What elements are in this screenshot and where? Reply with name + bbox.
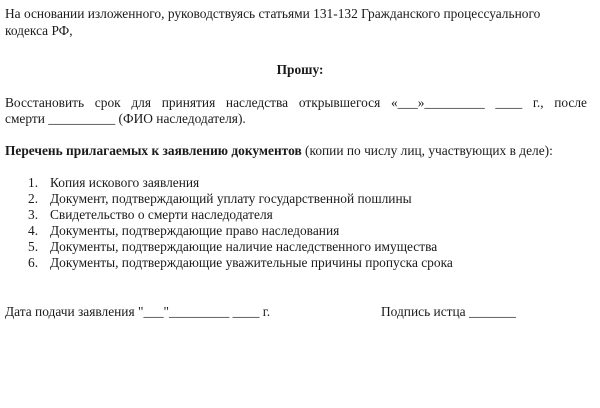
documents-title <box>5 143 553 159</box>
request-line-2: смерти __________ (ФИО наследодателя). <box>5 111 246 126</box>
intro-line-2: кодекса РФ, <box>5 23 73 38</box>
plaintiff-signature-line: Подпись истца _______ <box>381 304 516 319</box>
list-item-number: 1. <box>28 175 39 190</box>
list-item-text: Документ, подтверждающий уплату государственной пошлины <box>50 191 412 206</box>
list-item-number: 2. <box>28 191 39 206</box>
intro-text-1: На основании изложенного, руководствуясь статьями 131-132 Гражданского процессуального <box>5 6 541 21</box>
list-item <box>28 223 339 239</box>
list-item-number: 3. <box>28 207 39 222</box>
request-line-1: Восстановить срок для принятия наследства открывшегося «___»_________ ____ г., после <box>5 95 587 110</box>
list-item-number: 4. <box>28 223 39 238</box>
list-item-text: Копия искового заявления <box>50 175 200 190</box>
request-heading: Прошу: <box>276 62 324 77</box>
list-item-text: Документы, подтверждающие уважительные причины пропуска срока <box>50 255 453 270</box>
list-item-number: 6. <box>28 255 39 270</box>
list-item <box>28 255 453 271</box>
list-item-number: 5. <box>28 239 39 254</box>
list-item <box>28 239 437 255</box>
list-item-text: Документы, подтверждающие наличие наследственного имущества <box>50 239 438 254</box>
list-item <box>28 207 273 223</box>
submission-date-line: Дата подачи заявления "___"_________ ____ г. <box>5 304 271 319</box>
list-item-text: Свидетельство о смерти наследодателя <box>50 207 273 222</box>
documents-title-bold: Перечень прилагаемых к заявлению документов <box>5 143 302 158</box>
intro-line-1 <box>5 6 587 22</box>
list-item <box>28 191 412 207</box>
documents-title-rest: (копии по числу лиц, участвующих в деле): <box>301 143 553 158</box>
list-item <box>28 175 199 191</box>
list-item-text: Документы, подтверждающие право наследования <box>50 223 340 238</box>
